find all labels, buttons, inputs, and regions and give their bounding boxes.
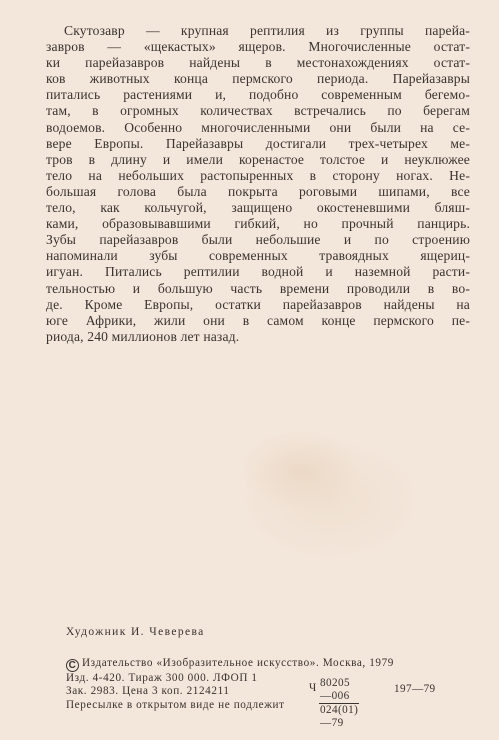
imprint-publisher-row xyxy=(66,657,446,672)
imprint-line-4: Пересылке в открытом виде не подлежит xyxy=(66,698,285,711)
text-line: ков животных конца пермского периода. Парейазавры xyxy=(46,71,470,87)
text-line: вере Европы. Парейазавры достигали трех-четырех ме- xyxy=(46,135,470,151)
publisher-text: Издательство «Изобразительное искусство». Москва, 1979 xyxy=(82,657,394,669)
imprint-line-2: Изд. 4-420. Тираж 300 000. ЛФОП 1 xyxy=(66,672,258,684)
text-line: тельностью и большую часть времени проводили в во- xyxy=(46,280,470,296)
publisher-imprint xyxy=(66,657,446,712)
text-line: водоемов. Особенно многочисленными они были на се- xyxy=(46,119,470,135)
text-line: Скутозавр — крупная рептилия из группы парейа- xyxy=(64,23,470,38)
text-line: игуан. Питались рептилии водной и наземной расти- xyxy=(46,264,470,280)
imprint-line-3: Зак. 2983. Цена 3 коп. 2124211 xyxy=(66,685,230,698)
text-line: напоминали зубы современных травоядных ящериц- xyxy=(46,248,470,264)
text-line: риода, 240 миллионов лет назад. xyxy=(46,328,240,344)
code-numerator: 80205—006 xyxy=(319,677,359,704)
code-prefix: Ч xyxy=(309,682,317,694)
copyright-icon: C xyxy=(66,659,79,672)
text-line: тело на небольших растопыренных в сторону ногах. Не- xyxy=(46,167,470,183)
text-line: тело, как кольчугой, защищено окостеневшими бляш- xyxy=(46,200,470,216)
artist-credit: Художник И. Чеверева xyxy=(66,626,205,638)
text-line: там, в огромных количествах встречались по берегам xyxy=(46,103,470,119)
text-line: юге Африки, жили они в самом конце пермского пе- xyxy=(46,312,470,328)
text-line: питались растениями и, подобно современным бегемо- xyxy=(46,87,470,103)
text-line: тров в длину и имели коренастое толстое и неуклюжее xyxy=(46,151,470,167)
description-text xyxy=(46,23,470,345)
text-line: ки парейазавров найдены в местонахождениях остат- xyxy=(46,55,470,71)
text-line: завров — «щекастых» ящеров. Многочисленные остат- xyxy=(46,39,470,55)
text-line: де. Кроме Европы, остатки парейазавров найдены на xyxy=(46,296,470,312)
text-line: ками, образовывавшими гибкий, но прочный панцирь. xyxy=(46,216,470,232)
text-line: большая голова была покрыта роговыми шипами, все xyxy=(46,183,470,199)
text-line: Зубы парейазавров были небольшие и по строению xyxy=(46,232,470,248)
code-denominator: 024(01)—79 xyxy=(320,704,359,729)
code-fraction xyxy=(319,677,359,730)
code-suffix: 197—79 xyxy=(394,683,436,695)
